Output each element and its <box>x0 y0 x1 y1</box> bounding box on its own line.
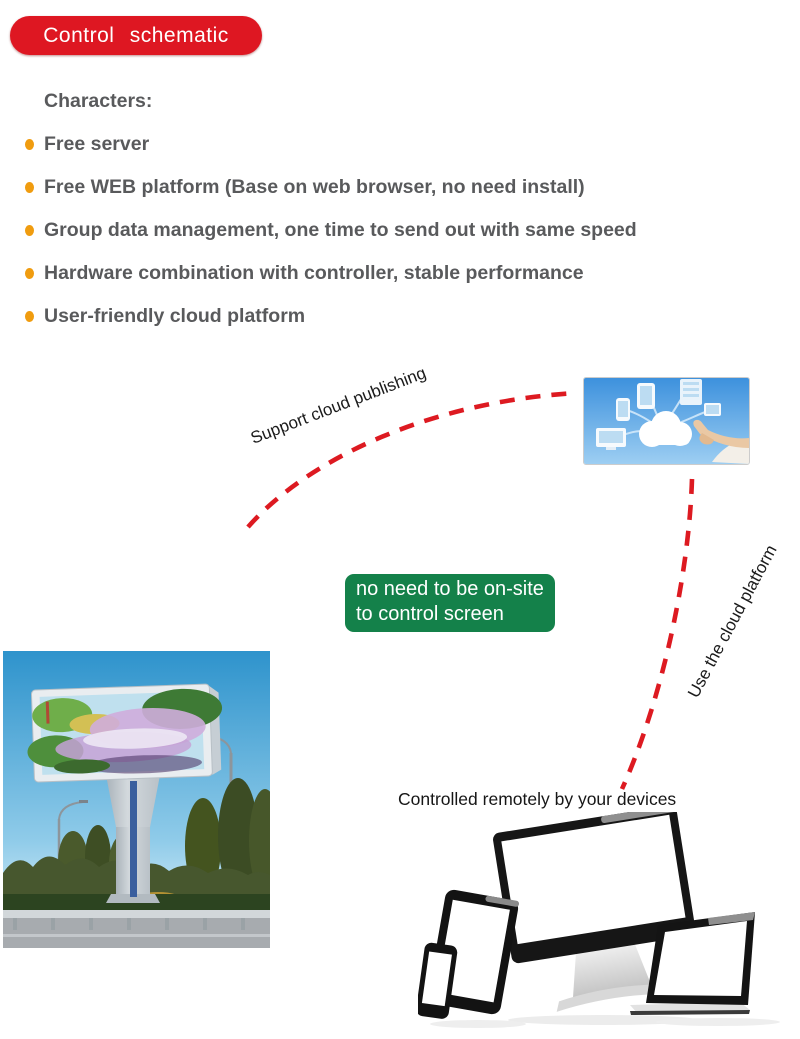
devices-illustration <box>418 812 798 1034</box>
feature-text: Free server <box>44 133 150 155</box>
characters-section <box>0 90 790 348</box>
bullet-icon <box>25 225 34 236</box>
characters-heading: Characters: <box>44 90 153 112</box>
bullet-icon <box>25 311 34 322</box>
outdoor-led-billboard-photo <box>3 651 270 948</box>
devices-caption: Controlled remotely by your devices <box>398 789 677 809</box>
feature-item <box>25 219 790 242</box>
bullet-icon <box>25 182 34 193</box>
onsite-callout <box>345 574 555 632</box>
feature-text: Free WEB platform (Base on web browser, no need install) <box>44 176 585 198</box>
support-cloud-publishing-label: Support cloud publishing <box>248 363 429 448</box>
bullet-icon <box>25 268 34 279</box>
feature-item <box>25 176 790 199</box>
bullet-icon <box>25 139 34 150</box>
feature-item <box>25 262 790 285</box>
callout-line2: to control screen <box>356 603 504 625</box>
dashed-arrow-to-devices <box>622 479 692 789</box>
feature-text: Group data management, one time to send out with same speed <box>44 219 637 241</box>
feature-text: User-friendly cloud platform <box>44 305 306 327</box>
smartphone-icon <box>418 942 458 1020</box>
feature-text: Hardware combination with controller, stable performance <box>44 262 584 284</box>
characters-list <box>0 133 790 328</box>
callout-line1: no need to be on-site <box>356 578 544 600</box>
title-badge <box>10 16 262 55</box>
cloud-platform-photo <box>583 377 750 465</box>
use-cloud-platform-label: Use the cloud platform <box>684 541 781 701</box>
billboard-screen <box>25 684 224 783</box>
feature-item <box>25 305 790 328</box>
page-title: Control schematic <box>43 23 229 47</box>
feature-item <box>25 133 790 156</box>
